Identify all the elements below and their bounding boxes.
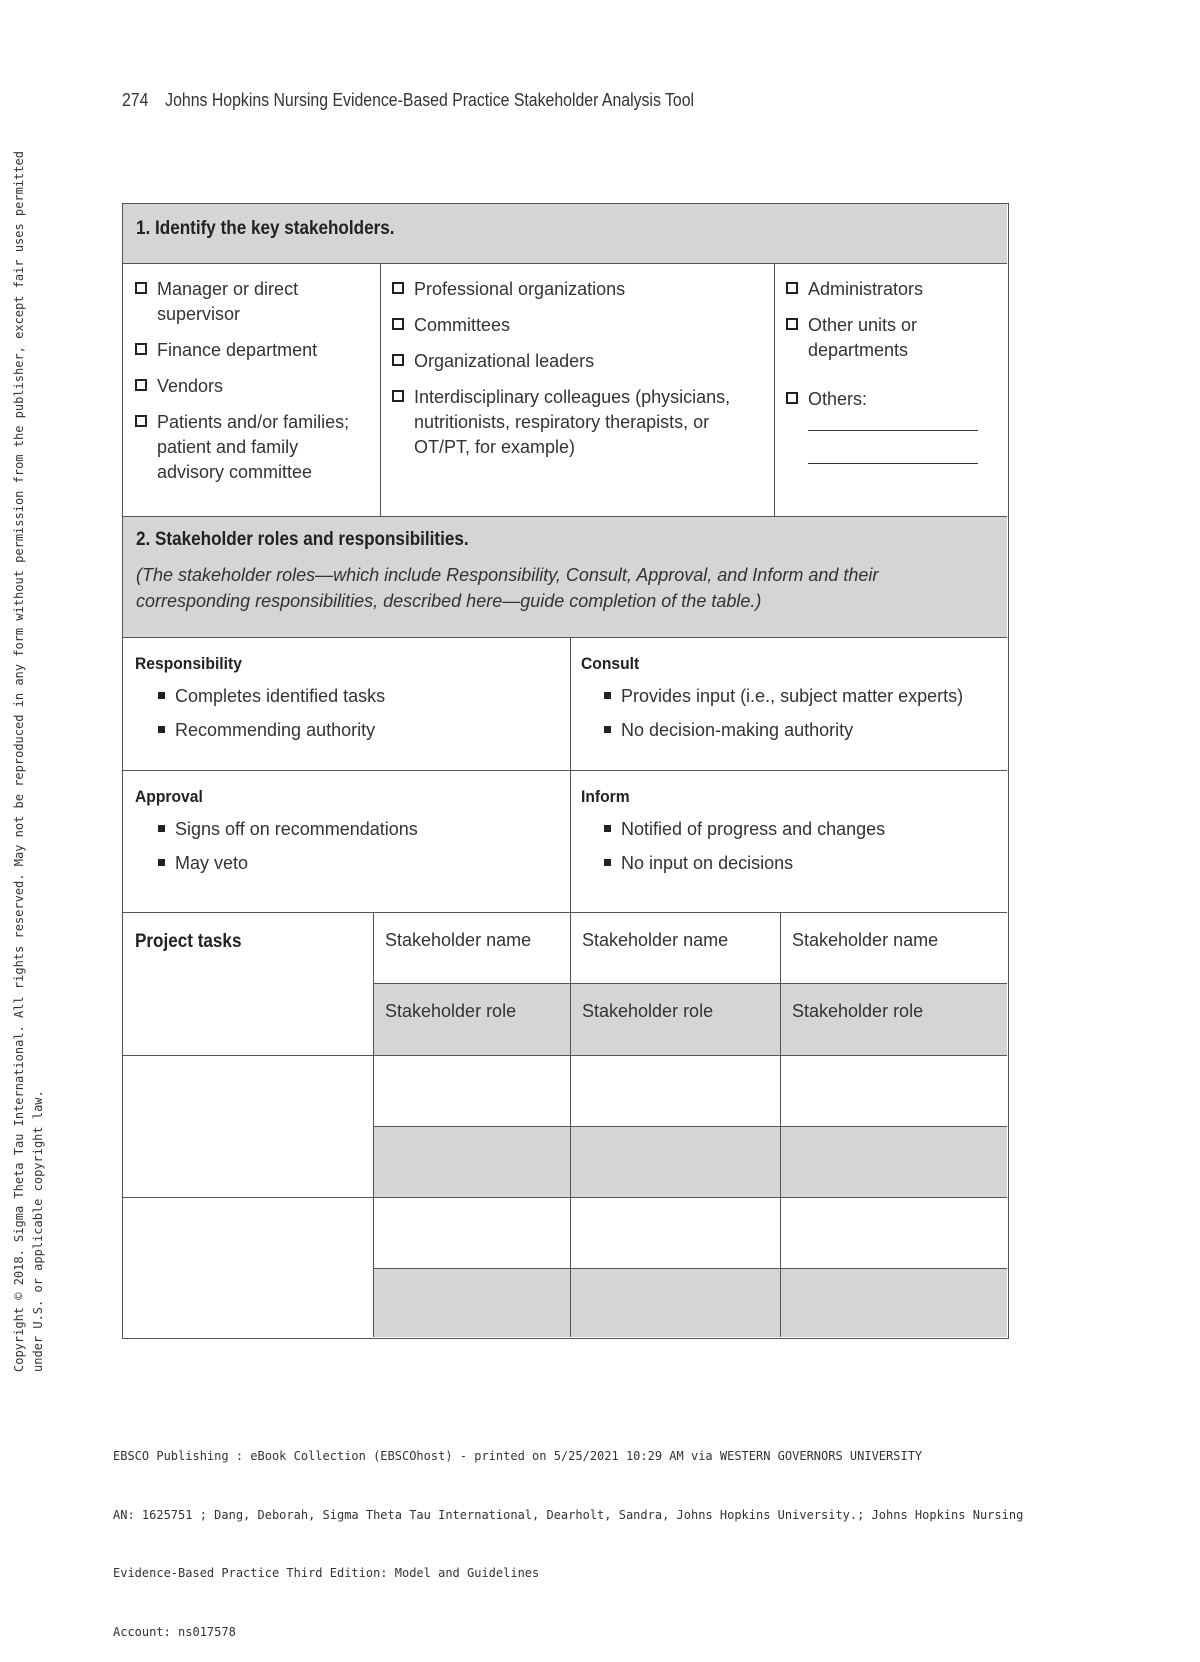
stakeholder-name-cell[interactable]: Stakeholder name bbox=[780, 912, 1007, 983]
stakeholder-option[interactable]: Committees bbox=[392, 313, 764, 338]
stakeholder-option[interactable]: Patients and/or families; patient and family advisory committee bbox=[135, 410, 370, 485]
role-bullet: Signs off on recommendations bbox=[135, 817, 560, 841]
stakeholder-role-cell[interactable] bbox=[570, 1268, 780, 1337]
stakeholder-option[interactable]: Others: bbox=[786, 387, 997, 412]
copyright-side-note bbox=[10, 72, 48, 1372]
bullet-square-icon bbox=[604, 825, 611, 832]
stakeholder-col-1 bbox=[123, 263, 380, 516]
others-blank-line[interactable] bbox=[808, 412, 978, 431]
page-header bbox=[122, 90, 694, 111]
page-number: 274 bbox=[122, 90, 149, 110]
checkbox-icon[interactable] bbox=[392, 282, 404, 294]
stakeholder-role-cell[interactable] bbox=[780, 1268, 1007, 1337]
stakeholder-option[interactable]: Manager or direct supervisor bbox=[135, 277, 370, 327]
section2-note: (The stakeholder roles—which include Responsibility, Consult, Approval, and Inform and their corresponding responsibilities, described here—guide completion of the table.) bbox=[136, 565, 879, 611]
stakeholder-name-cell[interactable]: Stakeholder name bbox=[373, 912, 570, 983]
stakeholder-role-cell[interactable]: Stakeholder role bbox=[780, 983, 1007, 1055]
page-title: Johns Hopkins Nursing Evidence-Based Practice Stakeholder Analysis Tool bbox=[165, 90, 695, 110]
checkbox-icon[interactable] bbox=[392, 354, 404, 366]
stakeholder-option[interactable]: Administrators bbox=[786, 277, 997, 302]
role-bullet: Provides input (i.e., subject matter experts) bbox=[581, 684, 1003, 708]
project-tasks-label: Project tasks bbox=[135, 931, 242, 952]
role-bullet: No decision-making authority bbox=[581, 718, 1003, 742]
role-bullet: Completes identified tasks bbox=[135, 684, 560, 708]
footer-line: Account: ns017578 bbox=[113, 1624, 236, 1639]
stakeholder-name-cell[interactable] bbox=[570, 1197, 780, 1268]
bullet-square-icon bbox=[604, 692, 611, 699]
section1-heading: 1. Identify the key stakeholders. bbox=[136, 218, 395, 239]
bullet-square-icon bbox=[604, 726, 611, 733]
stakeholder-name-cell[interactable] bbox=[570, 1055, 780, 1126]
stakeholder-name-cell[interactable] bbox=[780, 1055, 1007, 1126]
role-bullet: Notified of progress and changes bbox=[581, 817, 1003, 841]
role-title: Responsibility bbox=[135, 654, 242, 673]
stakeholder-option[interactable]: Organizational leaders bbox=[392, 349, 764, 374]
project-task-cell[interactable] bbox=[123, 1197, 373, 1337]
checkbox-icon[interactable] bbox=[135, 343, 147, 355]
copyright-line-1: Copyright © 2018. Sigma Theta Tau International. All rights reserved. May not be reproduced in any form without permission from the publisher, except fair uses permitted bbox=[12, 151, 26, 1372]
section2-heading: 2. Stakeholder roles and responsibilities. bbox=[136, 529, 469, 550]
role-inform bbox=[570, 770, 1007, 912]
role-title: Approval bbox=[135, 787, 203, 806]
stakeholder-role-cell[interactable] bbox=[373, 1126, 570, 1197]
others-blank-line[interactable] bbox=[808, 445, 978, 464]
footer-line: Evidence-Based Practice Third Edition: Model and Guidelines bbox=[113, 1566, 540, 1580]
stakeholder-option[interactable]: Interdisciplinary colleagues (physicians, nutritionists, respiratory therapists, or OT/PT, for example) bbox=[392, 385, 764, 460]
bullet-square-icon bbox=[158, 825, 165, 832]
stakeholder-role-cell[interactable] bbox=[570, 1126, 780, 1197]
role-approval bbox=[123, 770, 570, 912]
role-consult bbox=[570, 637, 1007, 770]
role-bullet: No input on decisions bbox=[581, 851, 1003, 875]
project-task-cell[interactable] bbox=[123, 1055, 373, 1197]
stakeholder-name-cell[interactable] bbox=[780, 1197, 1007, 1268]
role-title: Inform bbox=[581, 787, 630, 806]
checkbox-icon[interactable] bbox=[135, 282, 147, 294]
checkbox-icon[interactable] bbox=[786, 392, 798, 404]
checkbox-icon[interactable] bbox=[135, 379, 147, 391]
checkbox-icon[interactable] bbox=[392, 390, 404, 402]
section1-header bbox=[123, 204, 1007, 263]
checkbox-icon[interactable] bbox=[135, 415, 147, 427]
footer-line: AN: 1625751 ; Dang, Deborah, Sigma Theta Tau International, Dearholt, Sandra, Johns Hopkins University.; Johns Hopkins Nursing bbox=[113, 1507, 1024, 1522]
stakeholder-col-3 bbox=[774, 263, 1007, 516]
role-bullet: Recommending authority bbox=[135, 718, 560, 742]
section2-header bbox=[123, 516, 1007, 637]
role-bullet: May veto bbox=[135, 851, 560, 875]
role-responsibility bbox=[123, 637, 570, 770]
stakeholder-option[interactable]: Other units or departments bbox=[786, 313, 997, 363]
bullet-square-icon bbox=[158, 726, 165, 733]
stakeholder-option[interactable]: Finance department bbox=[135, 338, 370, 363]
role-title: Consult bbox=[581, 654, 640, 673]
stakeholder-role-cell[interactable] bbox=[373, 1268, 570, 1337]
bullet-square-icon bbox=[158, 692, 165, 699]
stakeholder-analysis-form bbox=[122, 203, 1009, 1339]
footer-line: EBSCO Publishing : eBook Collection (EBSCOhost) - printed on 5/25/2021 10:29 AM via WESTERN GOVERNORS UNIVERSITY bbox=[113, 1449, 923, 1463]
bullet-square-icon bbox=[158, 859, 165, 866]
project-tasks-header bbox=[123, 912, 373, 1055]
stakeholder-name-cell[interactable]: Stakeholder name bbox=[570, 912, 780, 983]
checkbox-icon[interactable] bbox=[392, 318, 404, 330]
stakeholder-option[interactable]: Vendors bbox=[135, 374, 370, 399]
stakeholder-role-cell[interactable]: Stakeholder role bbox=[570, 983, 780, 1055]
ebsco-footer bbox=[113, 1408, 1023, 1662]
stakeholder-col-2 bbox=[380, 263, 774, 516]
copyright-line-2: under U.S. or applicable copyright law. bbox=[31, 1090, 45, 1372]
stakeholder-name-cell[interactable] bbox=[373, 1197, 570, 1268]
stakeholder-role-cell[interactable] bbox=[780, 1126, 1007, 1197]
checkbox-icon[interactable] bbox=[786, 282, 798, 294]
stakeholder-name-cell[interactable] bbox=[373, 1055, 570, 1126]
bullet-square-icon bbox=[604, 859, 611, 866]
stakeholder-option[interactable]: Professional organizations bbox=[392, 277, 764, 302]
checkbox-icon[interactable] bbox=[786, 318, 798, 330]
stakeholder-role-cell[interactable]: Stakeholder role bbox=[373, 983, 570, 1055]
